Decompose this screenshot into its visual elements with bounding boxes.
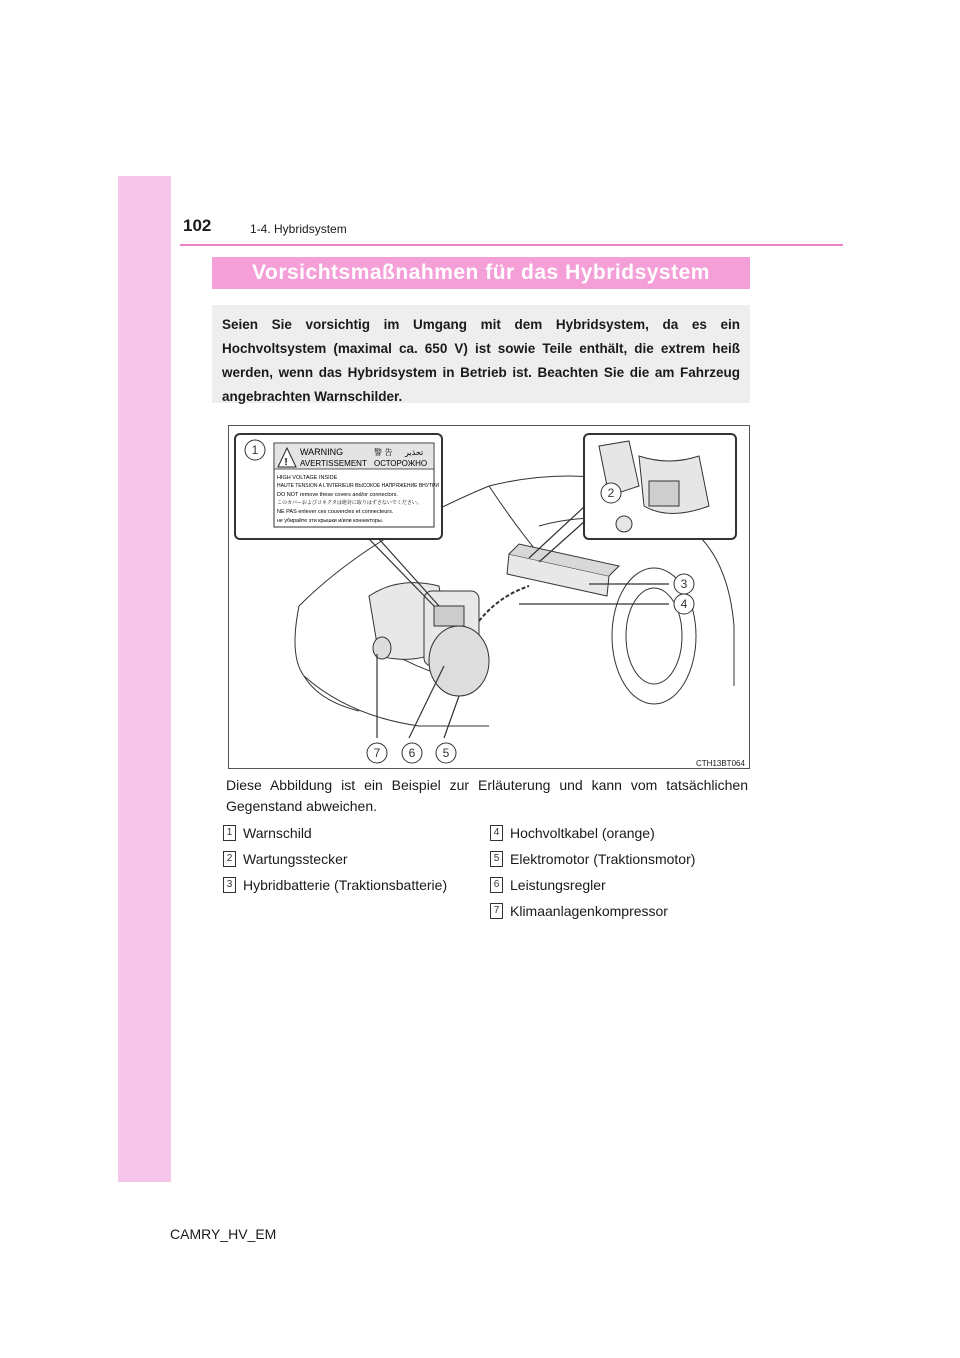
legend-label: Wartungsstecker (243, 851, 348, 867)
label-ru-voltage: ВЫСОКОЕ НАПРЯЖЕНИЕ ВНУТРИ (355, 483, 439, 489)
label-warning-jp: 警 告 (374, 448, 393, 457)
header-rule (180, 244, 843, 246)
callout-3: 3 (680, 577, 688, 591)
intro-box (212, 305, 750, 403)
label-warning-ar: تحذير (405, 448, 424, 457)
label-jp-text: このカバーおよびコネクタは絶対に取りはずさないでください。 (277, 500, 422, 506)
figure-caption: Diese Abbildung ist ein Beispiel zur Erläuterung und kann vom tatsächlichen Gegenstand abweichen. (226, 777, 748, 814)
callout-2: 2 (607, 486, 615, 500)
legend-num: 1 (223, 825, 236, 841)
page-number: 102 (183, 216, 212, 235)
leader-6 (409, 666, 444, 738)
legend-label: Warnschild (243, 825, 312, 841)
callout-4: 4 (680, 597, 688, 611)
section-title: 1-4. Hybridsystem (250, 222, 347, 236)
legend-label: Elektromotor (Traktionsmotor) (510, 851, 696, 867)
label-haute-tension: HAUTE TENSION A L'INTERIEUR (277, 483, 354, 489)
label-ru: ОСТОРОЖНО (374, 459, 428, 468)
hybrid-system-illustration (229, 426, 751, 770)
callout-6: 6 (408, 746, 416, 760)
legend-label: Hybridbatterie (Traktionsbatterie) (243, 877, 448, 893)
legend-num: 2 (223, 851, 236, 867)
leader-5 (444, 696, 459, 738)
front-bumper (304, 676, 359, 711)
legend-item-3 (223, 877, 447, 893)
label-warning: WARNING (300, 447, 344, 457)
legend-item-4 (490, 825, 655, 841)
leader-2-a (529, 506, 585, 558)
hybrid-system-figure (228, 425, 750, 769)
ac-compressor (373, 637, 391, 659)
legend-label: Hochvoltkabel (orange) (510, 825, 655, 841)
label-avertissement: AVERTISSEMENT (300, 459, 367, 468)
legend-num: 3 (223, 877, 236, 893)
legend-item-6 (490, 877, 606, 893)
svg-text:!: ! (284, 457, 288, 468)
legend-item-2 (223, 851, 348, 867)
callout-5: 5 (442, 746, 450, 760)
transaxle (429, 626, 489, 696)
legend-num: 4 (490, 825, 503, 841)
legend-item-7 (490, 903, 668, 919)
label-do-not: DO NOT remove these covers and/or connectors. (277, 492, 398, 498)
label-high-voltage: HIGH VOLTAGE INSIDE (277, 475, 338, 481)
callout-1: 1 (251, 443, 259, 457)
label-ru-text: не убирайте эти крышки и/или коннекторы. (277, 518, 384, 524)
figure-code: CTH13BT064 (696, 759, 745, 768)
document-code: CAMRY_HV_EM (170, 1226, 277, 1242)
legend-num: 6 (490, 877, 503, 893)
side-tab-band (118, 176, 171, 1182)
legend-item-1 (223, 825, 312, 841)
service-plug-handle (649, 481, 679, 506)
callout-7: 7 (373, 746, 381, 760)
legend-num: 7 (490, 903, 503, 919)
legend-item-5 (490, 851, 695, 867)
legend-num: 5 (490, 851, 503, 867)
legend-label: Klimaanlagenkompressor (510, 903, 668, 919)
page-title: Vorsichtsmaßnahmen für das Hybridsystem (212, 257, 750, 289)
label-ne-pas: NE PAS enlever ces couvercles et connecteurs. (277, 509, 394, 515)
intro-text: Seien Sie vorsichtig im Umgang mit dem Hybridsystem, da es ein Hochvoltsystem (maximal ca. 650 V) ist sowie Teile enthält, die extrem heiß werden, wenn das Hybridsystem in Betrieb ist. Beachten Sie die am Fahrzeug angebrachten Warnschilder. (222, 317, 740, 404)
front-wheel-rim (626, 588, 682, 684)
inverter-cover (434, 606, 464, 626)
service-plug-bolt (616, 516, 632, 532)
legend-label: Leistungsregler (510, 877, 606, 893)
